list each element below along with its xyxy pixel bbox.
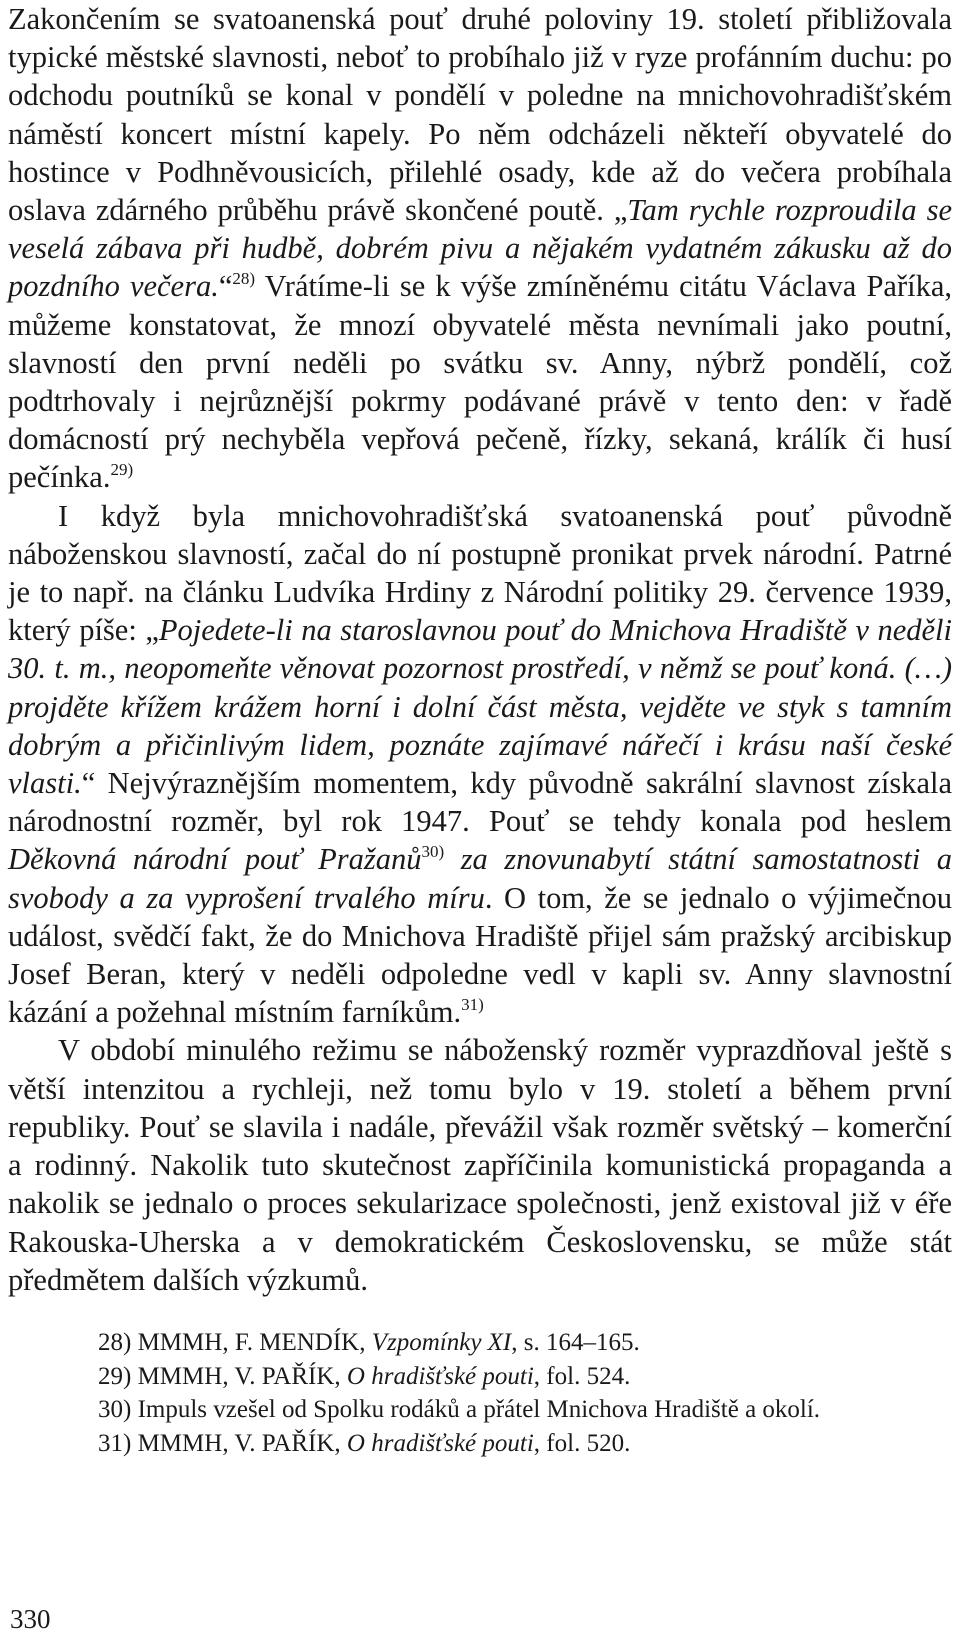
footnote-text: 28) MMMH, F. MENDÍK,	[98, 1329, 372, 1356]
quotation: Děkovná národní pouť Pražanů	[8, 842, 422, 877]
footnote-text: 29) MMMH, V. PAŘÍK,	[98, 1362, 347, 1390]
text-run: . O tom, že se jednalo o výjimečnou událost, svědčí fakt, že do Mnichova Hradiště přijel sám pražský arcibiskup Josef Beran, který v neděli odpoledne vedl v kapli sv. Anny slavnostní kázání a požehnal místním farníkům.	[8, 880, 952, 1030]
footnotes	[98, 1326, 958, 1460]
paragraph-1	[8, 0, 952, 497]
footnote-text: , fol. 524.	[533, 1362, 631, 1390]
footnote-31	[98, 1427, 958, 1461]
paragraph-2	[8, 497, 952, 1032]
footnote-title: O hradišťské pouti	[346, 1429, 534, 1457]
page-number: 330	[10, 1604, 51, 1634]
footnote-text: 31) MMMH, V. PAŘÍK,	[98, 1429, 347, 1457]
footnote-ref-30: 30)	[421, 842, 445, 862]
quotation: za znovunabytí státní samostatnosti a svobody a za vyprošení trvalého míru	[8, 842, 952, 915]
footnote-30	[98, 1393, 958, 1427]
footnote-title: O hradišťské pouti	[346, 1362, 534, 1390]
quotation: Tam rychle rozproudila se veselá zábava při hudbě, dobrém pivu a nějakém vydatném zákusku až do pozdního večera.	[8, 193, 952, 304]
footnote-ref-28: 28)	[232, 269, 256, 289]
footnote-text: , fol. 520.	[533, 1429, 631, 1457]
footnote-text: 30) Impuls vzešel od Spolku rodáků a přátel Mnichova Hradiště a okolí.	[98, 1396, 821, 1423]
text-run: Vrátíme-li se k výše zmíněnému citátu Václava Paříka, můžeme konstatovat, že mnozí obyvatelé města nevnímali jako poutní, slavností den první neděli po svátku sv. Anny, nýbrž pondělí, což podtrhovaly i nejrůznější pokrmy podávané právě v tento den: v řadě domácností prý nechyběla vepřová pečeně, řízky, sekaná, králík či husí pečínka.	[8, 269, 952, 495]
footnote-ref-31: 31)	[461, 995, 484, 1015]
quotation: Pojedete-li na staroslavnou pouť do Mnichova Hradiště v neděli 30. t. m., neopomeňte věnovat pozornost prostředí, v němž se pouť koná. (…) projděte křížem krážem horní i dolní část města, vejděte ve styk s tamním dobrým a přičinlivým lidem, poznáte zajímavé nářečí i krásu naší české vlasti.	[8, 613, 952, 801]
paragraph-3: V období minulého režimu se náboženský rozměr vyprazdňoval ještě s větší intenzitou a rychleji, než tomu bylo v 19. století a během první republiky. Pouť se slavila i nadále, převážil však rozměr světský – komerční a rodinný. Nakolik tuto skutečnost zapříčinila komunistická propaganda a nakolik se jednalo o proces sekularizace společnosti, jenž existoval již v éře Rakouska-Uherska a v demokratickém Československu, se může stát předmětem dalších výzkumů.	[8, 1033, 952, 1297]
text-run: “	[218, 269, 233, 304]
footnote-ref-29: 29)	[110, 460, 134, 480]
footnote-29	[98, 1360, 958, 1394]
footnote-title: Vzpomínky XI	[371, 1329, 512, 1356]
text-run: I když byla mnichovohradišťská svatoanenská pouť původně náboženskou slavností, začal do ní postupně pronikat prvek národní. Patrné je to např. na článku Ludvíka Hrdiny z Národní politiky 29. července 1939, který píše: „	[8, 498, 952, 648]
footnote-text: , s. 164–165.	[511, 1329, 640, 1356]
body-text	[8, 0, 952, 1299]
text-run: “ Nejvýraznějším momentem, kdy původně sakrální slavnost získala národnostní rozměr, byl rok 1947. Pouť se tehdy konala pod heslem	[8, 766, 952, 839]
footnote-28	[98, 1326, 958, 1360]
text-run: Zakončením se svatoanenská pouť druhé poloviny 19. století přibližovala typické městské slavnosti, neboť to probíhalo již v ryze profánním duchu: po odchodu poutníků se konal v pondělí v poledne na mnichovohradišťském náměstí koncert místní kapely. Po něm odcházeli někteří obyvatelé do hostince v Podhněvousicích, přilehlé osady, kde až do večera probíhala oslava zdárného průběhu právě skončené poutě. „	[8, 2, 952, 228]
